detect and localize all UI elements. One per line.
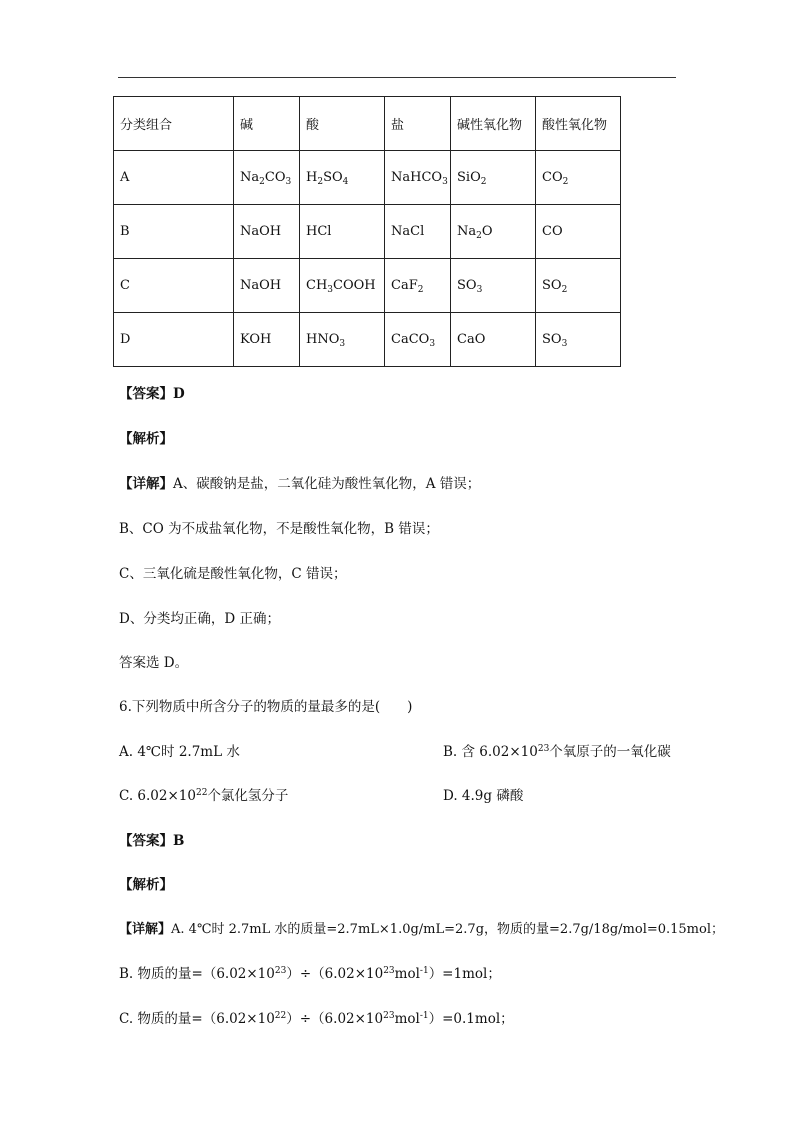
exponent: -1 [419, 966, 429, 976]
table-row [114, 151, 621, 205]
header-cell: 分类组合 [114, 97, 234, 151]
detail-text: ）÷（6.02×10 [286, 1011, 384, 1027]
exponent: 22 [195, 788, 208, 798]
q5-analysis-label: 【解析】 [119, 431, 173, 447]
formula-cell: KOH [234, 313, 300, 367]
formula-cell: $CO_2$ [536, 151, 621, 205]
q6-option-d: D. 4.9g 磷酸 [443, 788, 524, 804]
group-label-cell: A [114, 151, 234, 205]
formula-cell: SiO$_2$ [451, 151, 536, 205]
header-cell: 酸 [300, 97, 385, 151]
detail-text: mol [394, 966, 420, 982]
table-row [114, 205, 621, 259]
q5-detail-a [119, 472, 480, 492]
exponent: 23 [537, 744, 550, 754]
detail-text: mol [394, 1011, 420, 1027]
detail-text: A、碳酸钠是盐，二氧化硅为酸性氧化物，A 错误； [173, 476, 481, 492]
answer-label: 【答案】 [119, 386, 173, 402]
q5-detail-b: B、CO 为不成盐氧化物，不是酸性氧化物，B 错误； [119, 521, 439, 537]
formula-cell: NaOH [234, 259, 300, 313]
q6-stem: 6.下列物质中所含分子的物质的量最多的是( ) [119, 699, 413, 715]
q5-detail-c: C、三氧化硫是酸性氧化物，C 错误； [119, 566, 347, 582]
formula-cell: $CH_3COOH$ [300, 259, 385, 313]
option-text: 个氯化氢分子 [207, 788, 289, 804]
q5-answer-line [119, 382, 185, 402]
formula-cell: $Na_2CO_3$ [234, 151, 300, 205]
header-cell: 碱 [234, 97, 300, 151]
answer-value: B [173, 833, 185, 849]
q6-option-a: A. 4℃时 2.7mL 水 [119, 744, 240, 760]
formula-cell: $SO_2$ [536, 259, 621, 313]
header-rule [118, 77, 676, 78]
classification-table [113, 96, 621, 367]
exponent: 22 [274, 1011, 287, 1021]
formula-cell: NaCl [385, 205, 451, 259]
group-label-cell: D [114, 313, 234, 367]
formula-cell: CaO [451, 313, 536, 367]
option-text: C. 6.02×10 [119, 788, 196, 804]
q5-conclusion: 答案选 D。 [119, 655, 189, 671]
detail-label: 【详解】 [119, 476, 173, 492]
exponent: 23 [383, 1011, 395, 1021]
detail-text: ）=0.1mol； [428, 1011, 514, 1027]
formula-cell: $SO_3$ [536, 313, 621, 367]
table-row [114, 313, 621, 367]
answer-value: D [173, 386, 185, 402]
q6-option-c [119, 784, 288, 804]
header-cell: 盐 [385, 97, 451, 151]
formula-cell: $H_2SO_4$ [300, 151, 385, 205]
q6-option-b [443, 740, 671, 760]
q6-detail-a [119, 918, 724, 937]
group-label-cell: C [114, 259, 234, 313]
formula-cell: $HNO_3$ [300, 313, 385, 367]
option-text: 个氧原子的一氧化碳 [549, 744, 671, 760]
detail-text: ）=1mol； [428, 966, 501, 982]
exponent: 23 [274, 966, 287, 976]
formula-cell: NaOH [234, 205, 300, 259]
answer-label: 【答案】 [119, 833, 173, 849]
detail-text: ）÷（6.02×10 [286, 966, 384, 982]
formula-cell: HCl [300, 205, 385, 259]
formula-cell: NaHCO$_3$ [385, 151, 451, 205]
detail-text: B. 物质的量=（6.02×10 [119, 966, 275, 982]
q6-detail-c [119, 1007, 514, 1027]
formula-cell: CO [536, 205, 621, 259]
q6-detail-b [119, 962, 501, 982]
group-label-cell: B [114, 205, 234, 259]
formula-cell: CaF$_2$ [385, 259, 451, 313]
formula-cell: $SO_3$ [451, 259, 536, 313]
detail-text: A. 4℃时 2.7mL 水的质量=2.7mL×1.0g/mL=2.7g，物质的量=2.7g/18g/mol=0.15mol； [171, 922, 724, 937]
header-cell: 碱性氧化物 [451, 97, 536, 151]
q6-answer-line [119, 829, 184, 849]
exponent: -1 [419, 1011, 429, 1021]
table-row [114, 259, 621, 313]
exponent: 23 [383, 966, 395, 976]
table-header-row [114, 97, 621, 151]
option-text: B. 含 6.02×10 [443, 744, 538, 760]
q5-detail-d: D、分类均正确，D 正确； [119, 611, 280, 627]
formula-cell: CaCO$_3$ [385, 313, 451, 367]
header-cell: 酸性氧化物 [536, 97, 621, 151]
detail-label: 【详解】 [119, 922, 172, 937]
detail-text: C. 物质的量=（6.02×10 [119, 1011, 275, 1027]
q6-analysis-label: 【解析】 [119, 877, 173, 893]
formula-cell: $Na_2O$ [451, 205, 536, 259]
